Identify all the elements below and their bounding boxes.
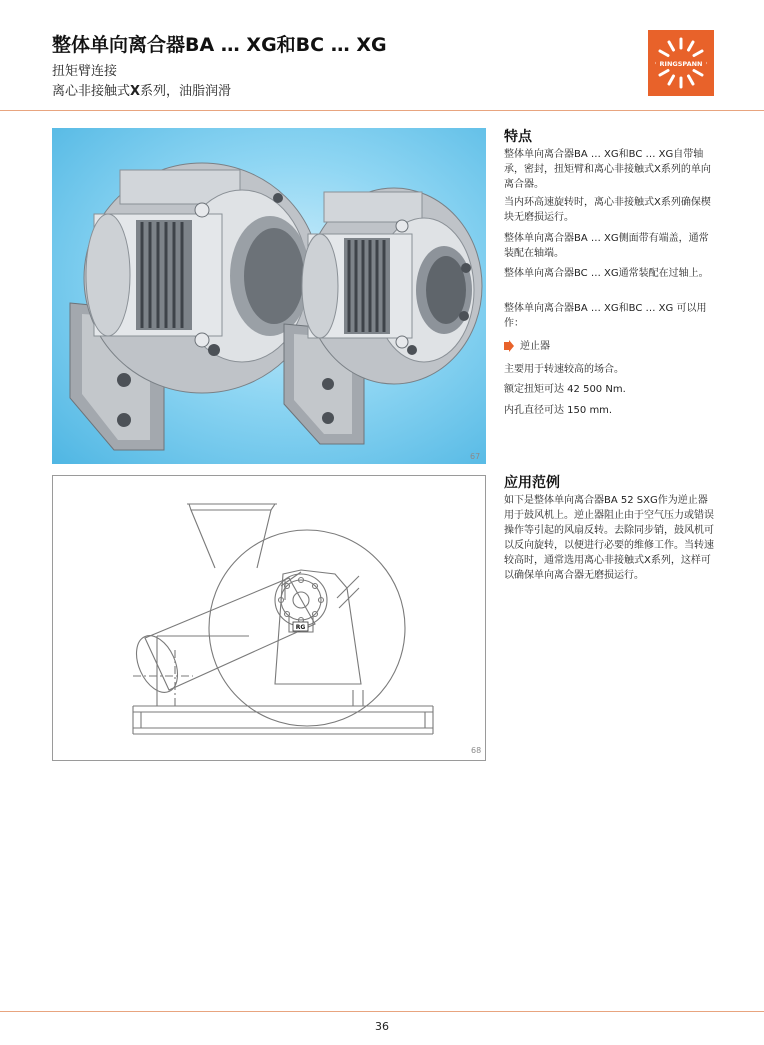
- drawing-figure-number: 68: [471, 746, 482, 755]
- bullet-arrow-icon: [504, 340, 514, 352]
- subtitle-line-1: 扭矩臂连接: [52, 64, 118, 79]
- application-drawing: [52, 475, 486, 761]
- logo-text: RINGSPANN: [659, 60, 703, 68]
- photo-figure-number: 67: [470, 452, 481, 461]
- ringspann-logo: [648, 30, 714, 96]
- application-heading: 应用范例: [504, 475, 560, 491]
- features-bullet-backstop: 逆止器: [520, 341, 550, 352]
- features-paragraph-6: 主要用于转速较高的场合。: [504, 364, 624, 375]
- ringspann-logo-graphic: [648, 30, 714, 96]
- drawing-badge: RG: [295, 624, 306, 631]
- features-paragraph-2: 当内环高速旋转时，离心非接触式X系列确保楔块无磨损运行。: [504, 197, 711, 223]
- subtitle-line-2-suffix: 系列，油脂润滑: [140, 84, 232, 99]
- application-text: 如下是整体单向离合器BA 52 SXG作为逆止器用于鼓风机上。逆止器阻止由于空气压力或错误操作等引起的风扇反转。去除同步销，鼓风机可以反向旋转，以便进行必要的维修工作。当转速较高时，通常选用离心非接触式X系列，这样可以确保单向离合器无磨损运行。: [504, 495, 714, 581]
- page-number: 36: [375, 1020, 389, 1033]
- features-torque: 额定扭矩可达 42 500 Nm.: [504, 384, 626, 395]
- product-photo: [52, 128, 486, 464]
- subtitle-x-series: X: [130, 84, 141, 99]
- freewheel-units-illustration: [52, 128, 486, 464]
- features-paragraph-4: 整体单向离合器BC … XG通常装配在过轴上。: [504, 268, 709, 279]
- features-bore: 内孔直径可达 150 mm.: [504, 405, 613, 416]
- header-rule: [0, 110, 764, 111]
- subtitle-line-2-prefix: 离心非接触式: [52, 84, 131, 99]
- features-paragraph-3: 整体单向离合器BA … XG侧面带有端盖，通常装配在轴端。: [504, 233, 709, 259]
- page-title: 整体单向离合器BA … XG和BC … XG: [52, 34, 387, 56]
- fan-backstop-drawing: [53, 476, 485, 760]
- features-paragraph-5: 整体单向离合器BA … XG和BC … XG 可以用作：: [504, 303, 707, 329]
- features-paragraph-1: 整体单向离合器BA … XG和BC … XG自带轴承，密封，扭矩臂和离心非接触式X系列的单向离合器。: [504, 149, 711, 190]
- subtitle-line-2: [52, 80, 231, 99]
- footer-rule: [0, 1011, 764, 1012]
- features-heading: 特点: [504, 129, 532, 145]
